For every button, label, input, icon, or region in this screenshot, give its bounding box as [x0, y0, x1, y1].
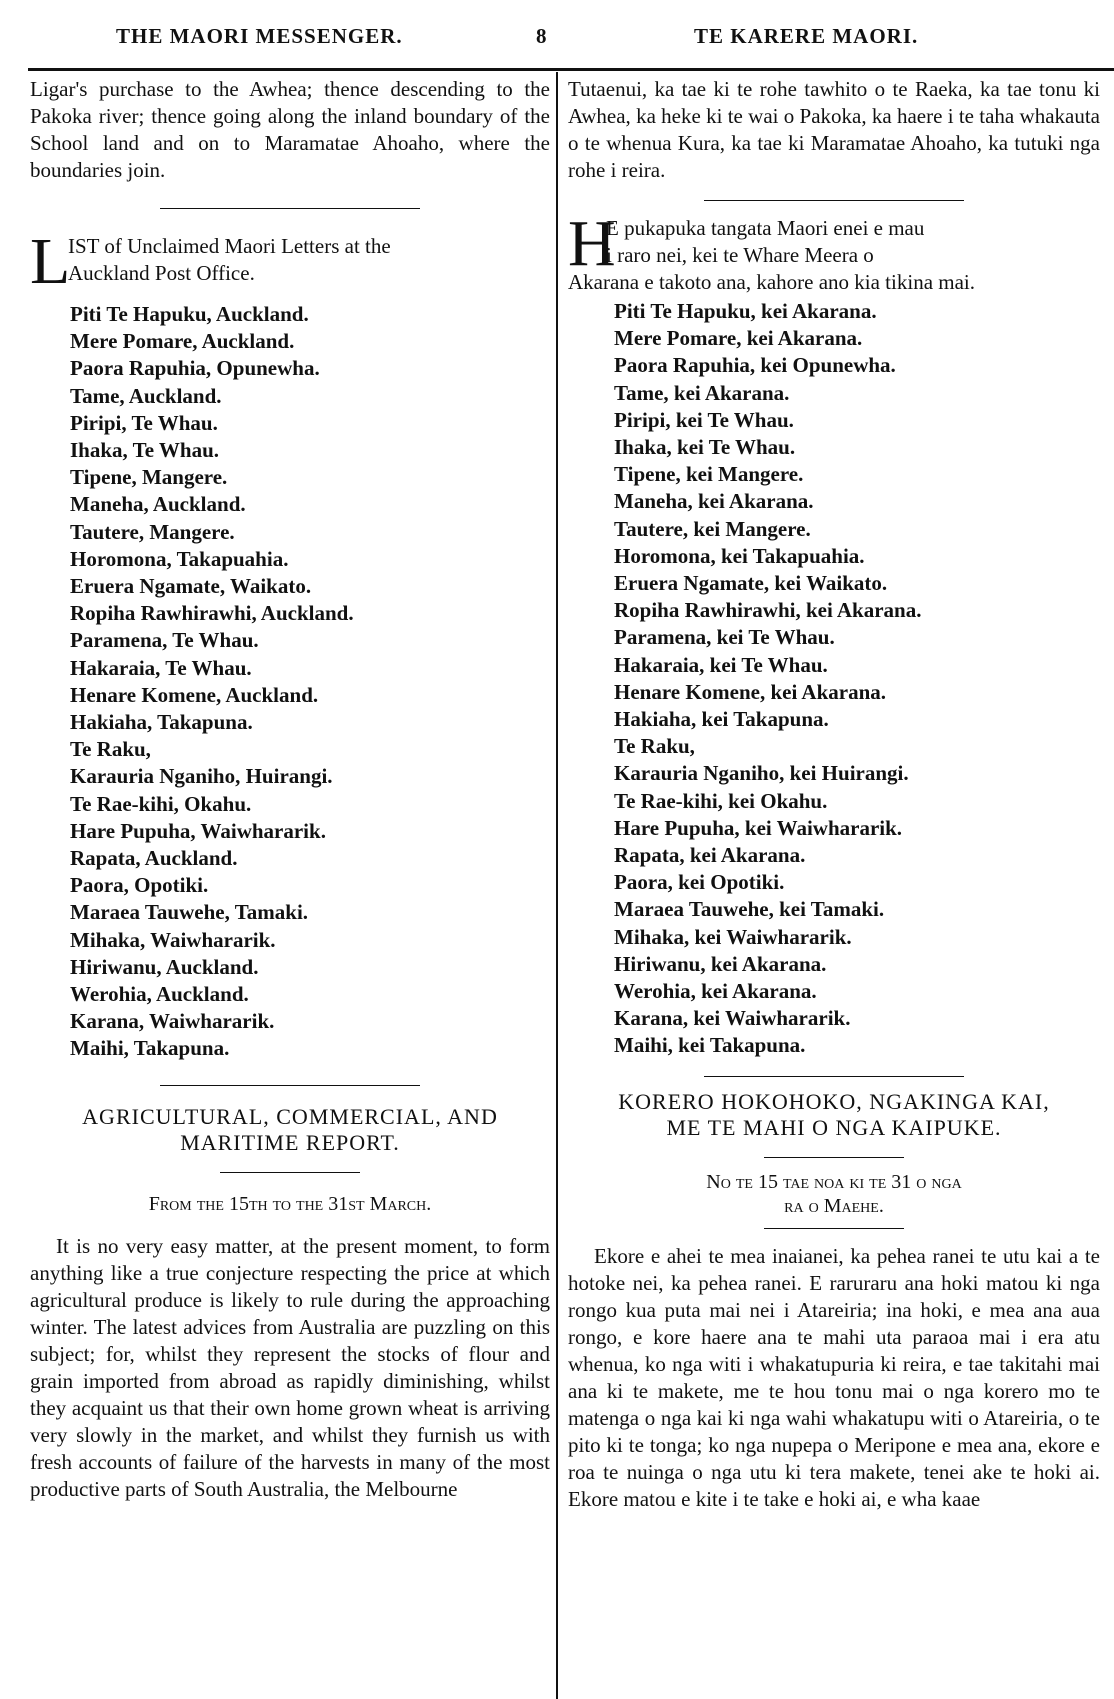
list-heading-line: Auckland Post Office. [68, 261, 255, 285]
list-item: Tame, kei Akarana. [614, 380, 790, 405]
list-item: Horomona, Takapuahia. [70, 546, 289, 571]
report-title-line: KORERO HOKOHOKO, NGAKINGA KAI, [618, 1088, 1050, 1114]
header-maori-title: TE KARERE MAORI. [694, 24, 919, 48]
list-heading-line: i raro nei, kei te Whare Meera o [606, 243, 874, 267]
list-item: Maihi, kei Takapuna. [614, 1033, 806, 1058]
report-dates-line: No te 15 tae noa ki te 31 o nga [706, 1170, 962, 1193]
drop-cap: H [568, 207, 616, 280]
list-item: Tame, Auckland. [70, 383, 222, 408]
list-item: Maraea Tauwehe, kei Tamaki. [614, 897, 885, 922]
list-item: Horomona, kei Takapuahia. [614, 543, 865, 568]
list-item: Henare Komene, kei Akarana. [614, 679, 887, 704]
list-item: Maihi, Takapuna. [70, 1036, 230, 1061]
list-item: Paora, kei Opotiki. [614, 870, 785, 895]
report-title-line: MARITIME REPORT. [180, 1129, 400, 1155]
list-item: Rapata, kei Akarana. [614, 843, 806, 868]
list-item: Paramena, Te Whau. [70, 628, 259, 653]
list-item: Paora Rapuhia, kei Opunewha. [614, 353, 896, 378]
section-divider [704, 200, 964, 201]
list-item: Paramena, kei Te Whau. [614, 625, 835, 650]
list-item: Piti Te Hapuku, Auckland. [70, 302, 309, 326]
unclaimed-letters-list [568, 298, 1100, 1060]
list-item: Piripi, Te Whau. [70, 410, 218, 435]
header-rule [28, 68, 1114, 71]
letters-list-heading [568, 207, 1100, 296]
list-item: Maneha, kei Akarana. [614, 489, 814, 514]
list-item: Hakaraia, kei Te Whau. [614, 652, 828, 677]
list-item: Tautere, Mangere. [70, 519, 235, 544]
list-item: Maneha, Auckland. [70, 492, 246, 517]
list-item: Piripi, kei Te Whau. [614, 407, 794, 432]
report-title-line: ME TE MAHI O NGA KAIPUKE. [666, 1114, 1002, 1140]
list-item: Mere Pomare, Auckland. [70, 329, 295, 354]
list-item: Rapata, Auckland. [70, 846, 238, 871]
report-title-line: AGRICULTURAL, COMMERCIAL, AND [82, 1103, 498, 1129]
list-item: Tipene, kei Mangere. [614, 462, 804, 487]
page-header [0, 18, 1114, 58]
list-item: Piti Te Hapuku, kei Akarana. [614, 299, 877, 323]
list-heading-line: E pukapuka tangata Maori enei e mau [606, 216, 925, 240]
page-number: 8 [536, 24, 548, 48]
boundary-paragraph: Ligar's purchase to the Awhea; thence descending to the Pakoka river; thence going along the inland boundary of the School land and on to Maramatae Ahoaho, where the boundaries join. [30, 77, 550, 182]
list-item: Hiriwanu, Auckland. [70, 954, 259, 979]
list-item: Mere Pomare, kei Akarana. [614, 326, 863, 351]
list-item: Ihaka, kei Te Whau. [614, 435, 796, 460]
list-item: Te Rae-kihi, Okahu. [70, 791, 252, 816]
report-title [568, 1089, 1100, 1141]
column-divider [556, 72, 558, 1699]
title-rule [764, 1157, 904, 1158]
maori-column [568, 76, 1100, 1513]
section-divider [704, 1076, 964, 1077]
list-item: Ropiha Rawhirawhi, Auckland. [70, 601, 354, 626]
list-item: Mihaka, kei Waiwhararik. [614, 924, 852, 949]
list-item: Te Raku, [614, 734, 695, 759]
list-item: Hakiaha, kei Takapuna. [614, 707, 829, 732]
list-item: Maraea Tauwehe, Tamaki. [70, 900, 309, 925]
letters-list-heading [30, 225, 550, 298]
report-title [30, 1104, 550, 1156]
drop-cap: L [30, 225, 71, 298]
list-item: Ihaka, Te Whau. [70, 438, 220, 463]
list-item: Karauria Nganiho, Huirangi. [70, 764, 333, 789]
title-rule [220, 1172, 360, 1173]
list-item: Hakiaha, Takapuna. [70, 710, 253, 735]
section-divider [160, 1085, 420, 1086]
list-item: Hakaraia, Te Whau. [70, 655, 252, 680]
list-item: Ropiha Rawhirawhi, kei Akarana. [614, 598, 922, 623]
list-item: Eruera Ngamate, Waikato. [70, 574, 312, 599]
list-heading-line: Akarana e takoto ana, kahore ano kia tikina mai. [568, 270, 975, 294]
list-item: Te Raku, [70, 737, 151, 762]
report-paragraph: Ekore e ahei te mea inaianei, ka pehea ranei te utu kai a te hotoke nei, ka pehea ranei. E raruraru ana hoki matou ki nga rongo kua puta mai nei i Atareiria; ina hoki, e mea ana aua rongo, e kore haere ana te mahi uta paraoa mai i era atu whenua, ko nga witi i whakatupuria ki reira, e tae takitahi mai ana ki te makete, me te hou tonu mai o nga korero mo te matenga o nga kai ki nga wahi whakatupu witi o Atareiria, o te pito ki te tonga; ko nga nupepa o Meripone e mea ana, ekore e roa te nuinga o nga utu ki tera makete, tenei ake te hoki ai. Ekore matou e kite i te take e hoki ai, e wha kaae [568, 1243, 1100, 1511]
list-item: Hare Pupuha, kei Waiwhararik. [614, 815, 903, 840]
list-item: Paora, Opotiki. [70, 873, 209, 898]
unclaimed-letters-list [30, 301, 550, 1063]
list-item: Paora Rapuhia, Opunewha. [70, 356, 320, 381]
list-item: Werohia, Auckland. [70, 982, 249, 1007]
report-dates: From the 15th to the 31st March. [148, 1192, 432, 1215]
list-item: Karauria Nganiho, kei Huirangi. [614, 761, 909, 786]
report-dates [568, 1170, 1100, 1218]
report-dates-line: ra o Maehe. [784, 1194, 884, 1217]
header-english-title: THE MAORI MESSENGER. [116, 24, 403, 48]
list-item: Karana, Waiwhararik. [70, 1009, 275, 1034]
list-item: Tipene, Mangere. [70, 465, 228, 490]
list-item: Hare Pupuha, Waiwhararik. [70, 818, 326, 843]
report-paragraph: It is no very easy matter, at the present moment, to form anything like a true conjecture respecting the price at which agricultural produce is likely to rule during the approaching winter. The latest advices from Australia are puzzling on this subject; for, whilst they represent the stocks of flour and grain imported from abroad as rapidly diminishing, whilst they acquaint us that their own home grown wheat is arriving very slowly in the market, and whilst they furnish us with fresh accounts of failure of the harvests in many of the most productive parts of South Australia, the Melbourne [30, 1233, 550, 1501]
list-item: Karana, kei Waiwhararik. [614, 1006, 851, 1031]
list-item: Eruera Ngamate, kei Waikato. [614, 571, 888, 596]
list-heading-line: IST of Unclaimed Maori Letters at the [68, 234, 391, 258]
list-item: Hiriwanu, kei Akarana. [614, 951, 827, 976]
english-column [30, 76, 550, 1503]
boundary-paragraph: Tutaenui, ka tae ki te rohe tawhito o te Raeka, ka tae tonu ki Awhea, ka heke ki te wai o Pakoka, ka haere i te taha whakauta o te whenua Kura, ka tae ki Maramatae Ahoaho, ka tutuki nga rohe i reira. [568, 77, 1100, 182]
section-divider [160, 208, 420, 209]
list-item: Mihaka, Waiwhararik. [70, 927, 276, 952]
list-item: Henare Komene, Auckland. [70, 682, 319, 707]
list-item: Te Rae-kihi, kei Okahu. [614, 788, 828, 813]
list-item: Werohia, kei Akarana. [614, 979, 817, 1004]
list-item: Tautere, kei Mangere. [614, 516, 811, 541]
